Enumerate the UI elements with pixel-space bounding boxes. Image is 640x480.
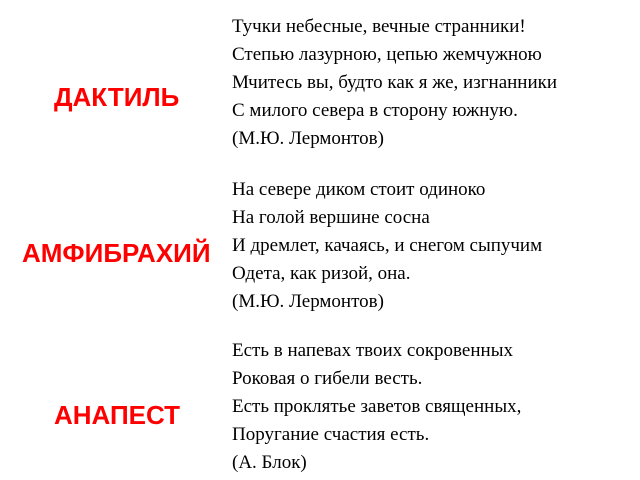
poem-line: Тучки небесные, вечные странники! — [232, 16, 526, 37]
poem-line: Поругание счастия есть. — [232, 424, 430, 445]
poem-line: Одета, как ризой, она. — [232, 263, 411, 284]
poem-attribution: (М.Ю. Лермонтов) — [232, 128, 384, 149]
poem-line: Роковая о гибели весть. — [232, 368, 423, 389]
poem-line: И дремлет, качаясь, и снегом сыпучим — [232, 235, 543, 256]
poem-line: Степью лазурною, цепью жемчужною — [232, 44, 542, 65]
poem-anapest — [232, 337, 521, 477]
poem-line: Мчитесь вы, будто как я же, изгнанники — [232, 72, 558, 93]
poem-attribution: (А. Блок) — [232, 452, 307, 473]
poem-line: Есть в напевах твоих сокровенных — [232, 340, 513, 361]
poem-line: Есть проклятье заветов священных, — [232, 396, 522, 417]
poem-line: На севере диком стоит одиноко — [232, 179, 486, 200]
poem-attribution: (М.Ю. Лермонтов) — [232, 291, 384, 312]
poem-line: На голой вершине сосна — [232, 207, 430, 228]
poem-amphibrach — [232, 176, 542, 316]
meter-label-amphibrach: АМФИБРАХИЙ — [22, 238, 211, 268]
meter-label-anapest: АНАПЕСТ — [54, 400, 181, 430]
meter-label-dactyl: ДАКТИЛЬ — [54, 82, 180, 112]
poem-dactyl — [232, 13, 557, 153]
poem-line: С милого севера в сторону южную. — [232, 100, 518, 121]
